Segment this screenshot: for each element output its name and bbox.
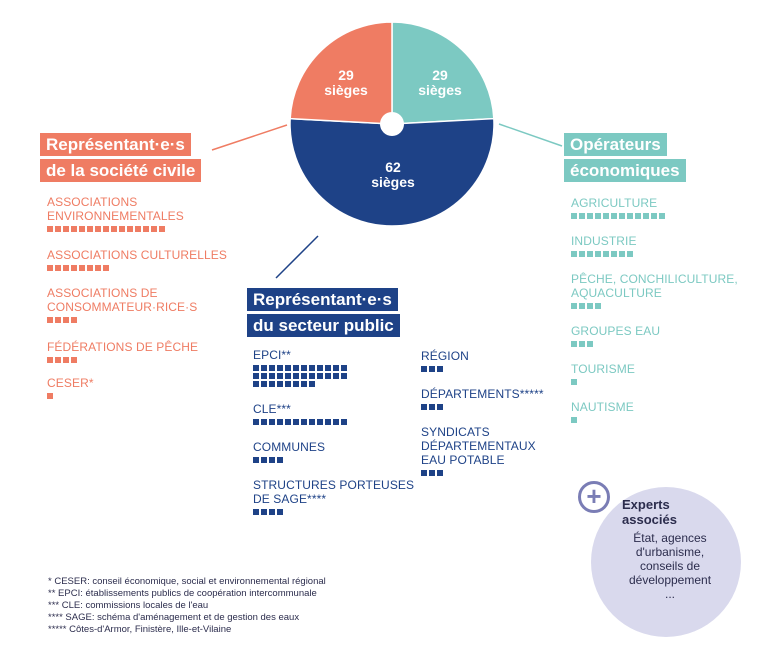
operators-item-label: INDUSTRIE: [571, 234, 637, 248]
seat-square: [159, 226, 165, 232]
seat-square: [269, 381, 275, 387]
seat-square: [317, 419, 323, 425]
civil-item: [47, 195, 184, 232]
civil-seat-squares: [47, 357, 167, 363]
seat-square: [333, 419, 339, 425]
seat-square: [261, 509, 267, 515]
public-seat-squares: [421, 404, 517, 410]
seat-square: [587, 303, 593, 309]
seat-square: [55, 357, 61, 363]
public-seat-squares: [253, 365, 349, 387]
civil-seat-squares: [47, 393, 167, 399]
seat-square: [277, 509, 283, 515]
seat-square: [261, 457, 267, 463]
public-item: [253, 348, 349, 387]
seat-square: [269, 365, 275, 371]
operators-item: [571, 272, 738, 309]
operators-item: [571, 196, 667, 219]
seat-square: [87, 265, 93, 271]
seat-square: [619, 251, 625, 257]
public-seat-squares: [253, 419, 349, 425]
seat-square: [429, 470, 435, 476]
seat-square: [261, 381, 267, 387]
operators-item: [571, 362, 667, 385]
seat-square: [269, 457, 275, 463]
seat-square: [587, 251, 593, 257]
seat-square: [571, 341, 577, 347]
seat-square: [429, 404, 435, 410]
civil-seat-squares: [47, 226, 167, 232]
seat-square: [309, 373, 315, 379]
seat-square: [285, 373, 291, 379]
public-sector-title: Représentant·e·s du secteur public: [247, 288, 400, 340]
seat-square: [95, 226, 101, 232]
seat-square: [269, 373, 275, 379]
seat-square: [253, 419, 259, 425]
seat-square: [571, 213, 577, 219]
public-item-label: RÉGION: [421, 349, 469, 363]
civil-item-label: ASSOCIATIONS CULTURELLES: [47, 248, 227, 262]
civil-society-title: Représentant·e·s de la société civile: [40, 133, 201, 185]
seat-square: [111, 226, 117, 232]
operators-seat-squares: [571, 251, 667, 257]
seat-square: [293, 373, 299, 379]
seat-square: [635, 213, 641, 219]
operators-seat-squares: [571, 341, 667, 347]
public-seat-squares: [421, 366, 517, 372]
seat-square: [595, 251, 601, 257]
seat-square: [63, 357, 69, 363]
seat-square: [55, 226, 61, 232]
seat-square: [261, 365, 267, 371]
civil-item-label: ASSOCIATIONS DE CONSOMMATEUR·RICE·S: [47, 286, 198, 314]
seat-square: [421, 470, 427, 476]
seat-square: [103, 265, 109, 271]
seat-square: [79, 265, 85, 271]
seat-square: [71, 226, 77, 232]
seat-square: [63, 226, 69, 232]
seat-square: [309, 365, 315, 371]
footnote-line: ** EPCI: établissements publics de coopération intercommunale: [48, 588, 317, 599]
operators-item-label: GROUPES EAU: [571, 324, 661, 338]
seat-square: [437, 366, 443, 372]
seat-square: [579, 303, 585, 309]
seat-square: [651, 213, 657, 219]
seat-square: [103, 226, 109, 232]
seat-square: [579, 213, 585, 219]
public-item: [421, 387, 544, 410]
seat-square: [277, 365, 283, 371]
civil-item-label: ASSOCIATIONS ENVIRONNEMENTALES: [47, 195, 184, 223]
seat-square: [253, 373, 259, 379]
operators-seat-squares: [571, 379, 667, 385]
public-seat-squares: [253, 509, 349, 515]
seat-square: [571, 417, 577, 423]
experts-text: État, agences d'urbanisme, conseils de développement ...: [628, 531, 712, 601]
seat-square: [627, 213, 633, 219]
operators-item-label: AGRICULTURE: [571, 196, 658, 210]
seat-square: [571, 303, 577, 309]
seat-square: [277, 381, 283, 387]
seat-square: [135, 226, 141, 232]
seat-square: [47, 265, 53, 271]
seat-square: [595, 213, 601, 219]
footnotes: [48, 576, 326, 636]
seat-square: [325, 365, 331, 371]
seat-square: [611, 251, 617, 257]
seat-square: [261, 419, 267, 425]
seat-square: [643, 213, 649, 219]
seat-square: [55, 317, 61, 323]
seat-square: [587, 213, 593, 219]
seat-square: [301, 419, 307, 425]
seat-square: [285, 365, 291, 371]
operators-title: Opérateurs économiques: [564, 133, 686, 185]
public-seat-squares: [253, 457, 349, 463]
civil-item-label: FÉDÉRATIONS DE PÊCHE: [47, 340, 199, 354]
seat-square: [421, 366, 427, 372]
operators-item: [571, 324, 667, 347]
civil-item: [47, 340, 198, 363]
seat-square: [71, 265, 77, 271]
civil-item-label: CESER*: [47, 376, 94, 390]
seat-square: [325, 419, 331, 425]
seat-square: [301, 373, 307, 379]
seat-square: [595, 303, 601, 309]
seat-square: [579, 341, 585, 347]
public-item-label: CLE***: [253, 402, 291, 416]
seat-square: [429, 366, 435, 372]
operators-item: [571, 234, 667, 257]
operators-item-label: PÊCHE, CONCHILICULTURE, AQUACULTURE: [571, 272, 738, 300]
operators-seat-squares: [571, 213, 667, 219]
civil-item: [47, 248, 227, 271]
public-item: [253, 478, 414, 515]
seat-square: [253, 365, 259, 371]
footnote-line: *** CLE: commissions locales de l'eau: [48, 600, 209, 611]
public-item-label: DÉPARTEMENTS*****: [421, 387, 544, 401]
seat-square: [47, 226, 53, 232]
seat-square: [603, 251, 609, 257]
seat-square: [87, 226, 93, 232]
public-item-label: COMMUNES: [253, 440, 326, 454]
seat-square: [63, 317, 69, 323]
seat-square: [421, 404, 427, 410]
pie-label-blue: 62 sièges: [371, 159, 415, 190]
seat-square: [293, 365, 299, 371]
public-seat-squares: [421, 470, 517, 476]
public-item-label: EPCI**: [253, 348, 291, 362]
seat-square: [627, 251, 633, 257]
seat-square: [333, 365, 339, 371]
seat-square: [293, 381, 299, 387]
seat-square: [587, 341, 593, 347]
seat-square: [619, 213, 625, 219]
seat-square: [269, 419, 275, 425]
pie-label-red: 29 sièges: [324, 67, 368, 98]
seat-square: [603, 213, 609, 219]
civil-seat-squares: [47, 265, 167, 271]
seat-square: [285, 419, 291, 425]
seat-square: [659, 213, 665, 219]
public-item-label: SYNDICATS DÉPARTEMENTAUX EAU POTABLE: [421, 425, 536, 467]
seat-square: [571, 251, 577, 257]
seat-square: [277, 457, 283, 463]
public-item: [421, 349, 517, 372]
seat-square: [611, 213, 617, 219]
seat-square: [151, 226, 157, 232]
public-item: [253, 402, 349, 425]
seat-square: [341, 419, 347, 425]
seat-square: [269, 509, 275, 515]
seat-square: [127, 226, 133, 232]
seat-square: [325, 373, 331, 379]
operators-seat-squares: [571, 417, 667, 423]
footnote-line: **** SAGE: schéma d'aménagement et de gestion des eaux: [48, 612, 300, 623]
seat-square: [285, 381, 291, 387]
seat-square: [277, 373, 283, 379]
seat-square: [341, 373, 347, 379]
pie-label-teal: 29 sièges: [418, 67, 462, 98]
seat-square: [47, 317, 53, 323]
civil-item: [47, 376, 167, 399]
seat-square: [571, 379, 577, 385]
operators-seat-squares: [571, 303, 667, 309]
seat-square: [277, 419, 283, 425]
seat-square: [253, 509, 259, 515]
seat-square: [253, 457, 259, 463]
footnote-line: ***** Côtes-d'Armor, Finistère, Ille-et-Vilaine: [48, 624, 232, 635]
seat-square: [437, 470, 443, 476]
operators-item-label: TOURISME: [571, 362, 635, 376]
seat-square: [437, 404, 443, 410]
seat-square: [301, 381, 307, 387]
seat-square: [71, 357, 77, 363]
civil-item: [47, 286, 197, 323]
seat-square: [47, 357, 53, 363]
seat-square: [301, 365, 307, 371]
seat-square: [261, 373, 267, 379]
operators-item: [571, 400, 667, 423]
public-item: [253, 440, 349, 463]
seat-square: [143, 226, 149, 232]
seat-square: [309, 419, 315, 425]
public-item: [421, 425, 536, 476]
experts-title: Experts associés: [622, 497, 677, 527]
seat-square: [579, 251, 585, 257]
seat-square: [293, 419, 299, 425]
public-item-label: STRUCTURES PORTEUSES DE SAGE****: [253, 478, 415, 506]
seat-square: [333, 373, 339, 379]
seat-square: [55, 265, 61, 271]
seat-square: [253, 381, 259, 387]
seat-square: [95, 265, 101, 271]
civil-seat-squares: [47, 317, 167, 323]
pie-center-hole: [380, 112, 404, 136]
seat-square: [71, 317, 77, 323]
seat-square: [47, 393, 53, 399]
seat-square: [309, 381, 315, 387]
plus-icon: +: [578, 481, 610, 513]
seat-square: [317, 373, 323, 379]
seat-square: [79, 226, 85, 232]
seat-square: [341, 365, 347, 371]
operators-item-label: NAUTISME: [571, 400, 634, 414]
seat-square: [119, 226, 125, 232]
footnote-line: * CESER: conseil économique, social et environnemental régional: [48, 576, 326, 587]
seat-square: [63, 265, 69, 271]
seat-square: [317, 365, 323, 371]
